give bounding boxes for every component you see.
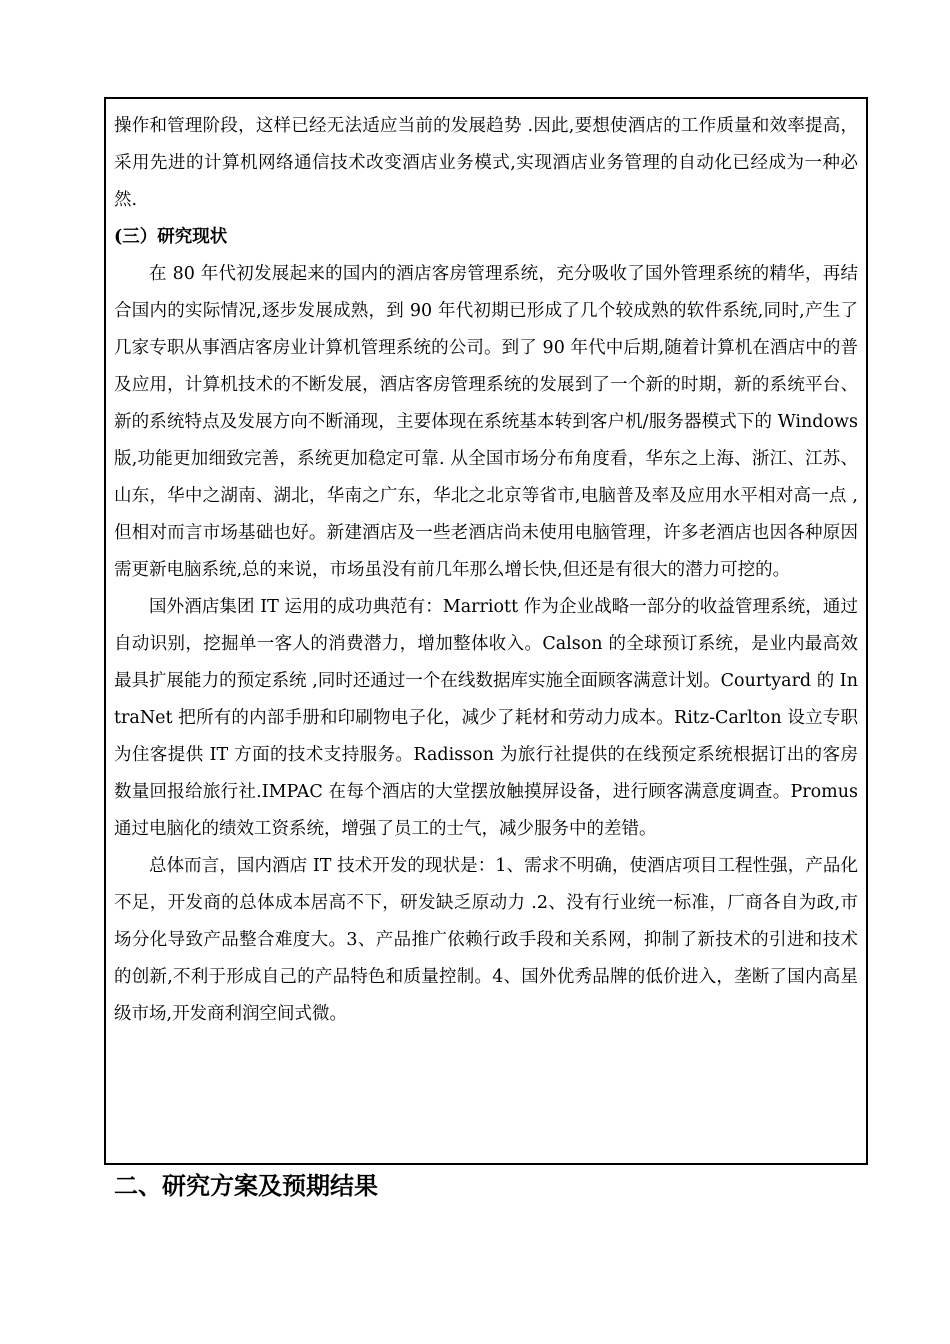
subheading-research-status: (三）研究现状	[114, 227, 228, 247]
content-box	[104, 97, 868, 1165]
paragraph-foreign-examples: 国外酒店集团 IT 运用的成功典范有：Marriott 作为企业战略一部分的收益管理系统，通过自动识别，挖掘单一客人的消费潜力，增加整体收入。Calson 的全球预订系统，是业内最高效最具扩展能力的预定系统 ,同时还通过一个在线数据库实施全面顾客满意计划。Courtyard 的 IntraNet 把所有的内部手册和印刷物电子化，减少了耗材和劳动力成本。Ritz-Carlton 设立专职为住客提供 IT 方面的技术支持服务。Radisson 为旅行社提供的在线预定系统根据订出的客房数量回报给旅行社.IMPAC 在每个酒店的大堂摆放触摸屏设备，进行顾客满意度调查。Promus 通过电脑化的绩效工资系统，增强了员工的士气，减少服务中的差错。	[114, 597, 858, 839]
paragraph-domestic-status: 总体而言，国内酒店 IT 技术开发的现状是：1、需求不明确，使酒店项目工程性强，产品化不足，开发商的总体成本居高不下，研发缺乏原动力 .2、没有行业统一标准，厂商各自为政,市场分化导致产品整合难度大。3、产品推广依赖行政手段和关系网，抑制了新技术的引进和技术的创新,不利于形成自己的产品特色和质量控制。4、国外优秀品牌的低价进入，垄断了国内高星级市场,开发商利润空间式微。	[114, 856, 858, 1024]
section-heading: 二、研究方案及预期结果	[114, 1171, 378, 1200]
paragraph-domestic-systems: 在 80 年代初发展起来的国内的酒店客房管理系统，充分吸收了国外管理系统的精华，再结合国内的实际情况,逐步发展成熟，到 90 年代初期已形成了几个较成熟的软件系统,同时,产生了几家专职从事酒店客房业计算机管理系统的公司。到了 90 年代中后期,随着计算机在酒店中的普及应用，计算机技术的不断发展，酒店客房管理系统的发展到了一个新的时期，新的系统平台、新的系统特点及发展方向不断涌现，主要体现在系统基本转到客户机/服务器模式下的 Windows 版,功能更加细致完善，系统更加稳定可靠. 从全国市场分布角度看，华东之上海、浙江、江苏、山东，华中之湖南、湖北，华南之广东，华北之北京等省市,电脑普及率及应用水平相对高一点 ,但相对而言市场基础也好。新建酒店及一些老酒店尚未使用电脑管理，许多老酒店也因各种原因需更新电脑系统,总的来说，市场虽没有前几年那么增长快,但还是有很大的潜力可挖的。	[114, 264, 858, 580]
continuation-paragraph: 操作和管理阶段，这样已经无法适应当前的发展趋势 .因此,要想使酒店的工作质量和效率提高，采用先进的计算机网络通信技术改变酒店业务模式,实现酒店业务管理的自动化已经成为一种必然.	[114, 116, 858, 210]
